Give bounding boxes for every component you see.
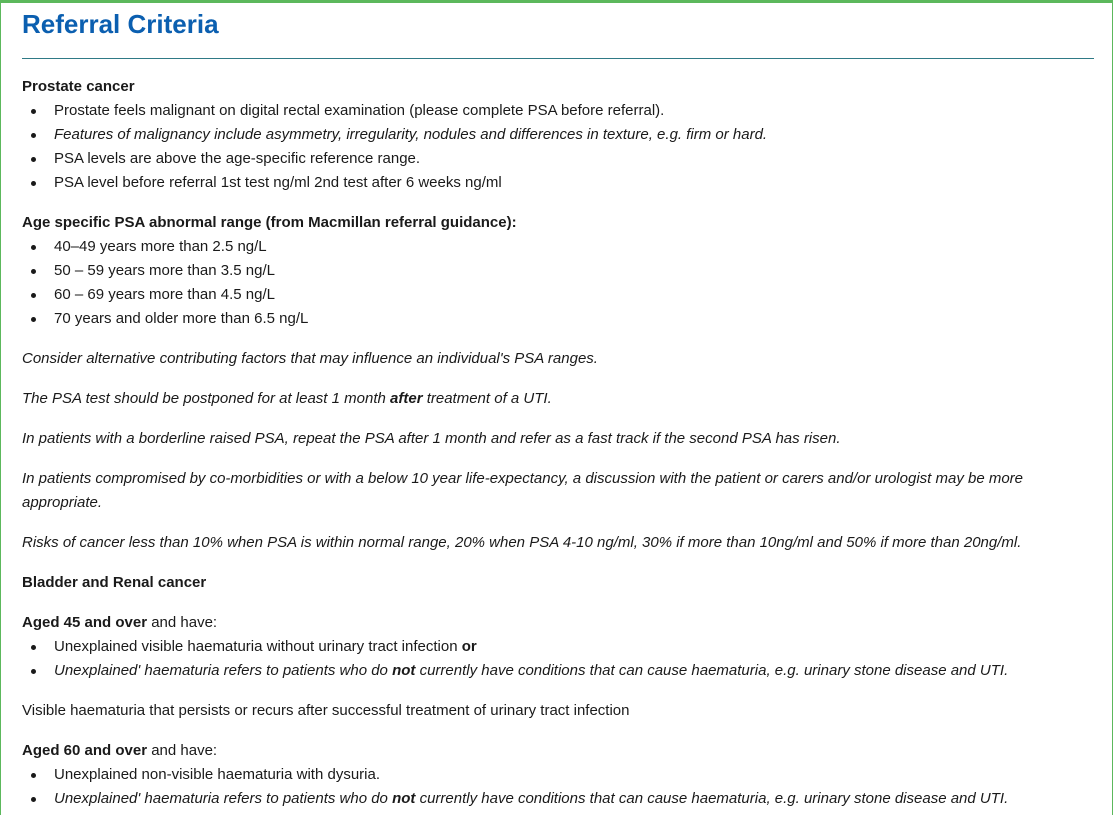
bladder-heading: Bladder and Renal cancer (22, 574, 207, 591)
item-emphasis: or (461, 638, 477, 655)
prostate-list (22, 99, 1094, 195)
item-emphasis: not (392, 790, 416, 807)
psa-range-list (22, 235, 1094, 331)
item-text: Unexplained' haematuria refers to patients who do (54, 790, 393, 807)
prostate-heading: Prostate cancer (22, 78, 135, 95)
list-item: 70 years and older more than 6.5 ng/L (54, 307, 1094, 331)
list-item: 50 – 59 years more than 3.5 ng/L (54, 259, 1094, 283)
list-item: Prostate feels malignant on digital rectal examination (please complete PSA before referral). (54, 99, 1094, 123)
list-item: 60 – 69 years more than 4.5 ng/L (54, 283, 1094, 307)
postpone-emphasis: after (390, 390, 423, 407)
postpone-note (22, 387, 1094, 411)
item-text-end: currently have conditions that can cause haematuria, e.g. urinary stone disease and UTI. (415, 790, 1009, 807)
list-item: PSA levels are above the age-specific reference range. (54, 147, 1094, 171)
psa-range-heading: Age specific PSA abnormal range (from Macmillan referral guidance): (22, 214, 517, 231)
prostate-section (22, 75, 1094, 195)
title-divider (22, 58, 1094, 59)
page-title: Referral Criteria (22, 9, 219, 39)
list-item (54, 659, 1094, 683)
postpone-text: The PSA test should be postponed for at least 1 month (22, 390, 391, 407)
aged45-rest: and have: (147, 614, 218, 631)
item-text: Unexplained visible haematuria without urinary tract infection (54, 638, 462, 655)
aged60-heading (22, 739, 1094, 763)
risks-note: Risks of cancer less than 10% when PSA is within normal range, 20% when PSA 4-10 ng/ml, 30% if more than 10ng/ml and 50% if more than 20ng/ml. (22, 534, 1022, 551)
list-item (54, 635, 1094, 659)
referral-criteria-content (22, 0, 1094, 811)
aged45-section (22, 611, 1094, 683)
postpone-text-end: treatment of a UTI. (422, 390, 552, 407)
comorbidity-note: In patients compromised by co-morbidities or with a below 10 year life-expectancy, a discussion with the patient or carers and/or urologist may be more appropriate. (22, 470, 1024, 511)
consider-note: Consider alternative contributing factors that may influence an individual's PSA ranges. (22, 350, 598, 367)
list-item: PSA level before referral 1st test ng/ml 2nd test after 6 weeks ng/ml (54, 171, 1094, 195)
list-item: Features of malignancy include asymmetry, irregularity, nodules and differences in texture, e.g. firm or hard. (54, 123, 1094, 147)
aged45-list (22, 635, 1094, 683)
aged60-section (22, 739, 1094, 811)
list-item: Unexplained non-visible haematuria with dysuria. (54, 763, 1094, 787)
list-item (54, 787, 1094, 811)
borderline-note: In patients with a borderline raised PSA, repeat the PSA after 1 month and refer as a fast track if the second PSA has risen. (22, 430, 841, 447)
psa-range-section (22, 211, 1094, 331)
aged60-label: Aged 60 and over (22, 742, 148, 759)
aged45-label: Aged 45 and over (22, 614, 148, 631)
visible-persist-note: Visible haematuria that persists or recurs after successful treatment of urinary tract infection (22, 702, 630, 719)
aged60-rest: and have: (147, 742, 218, 759)
item-text-end: currently have conditions that can cause haematuria, e.g. urinary stone disease and UTI. (415, 662, 1009, 679)
item-text: Unexplained' haematuria refers to patients who do (54, 662, 393, 679)
aged45-heading (22, 611, 1094, 635)
list-item: 40–49 years more than 2.5 ng/L (54, 235, 1094, 259)
aged60-list (22, 763, 1094, 811)
item-emphasis: not (392, 662, 416, 679)
